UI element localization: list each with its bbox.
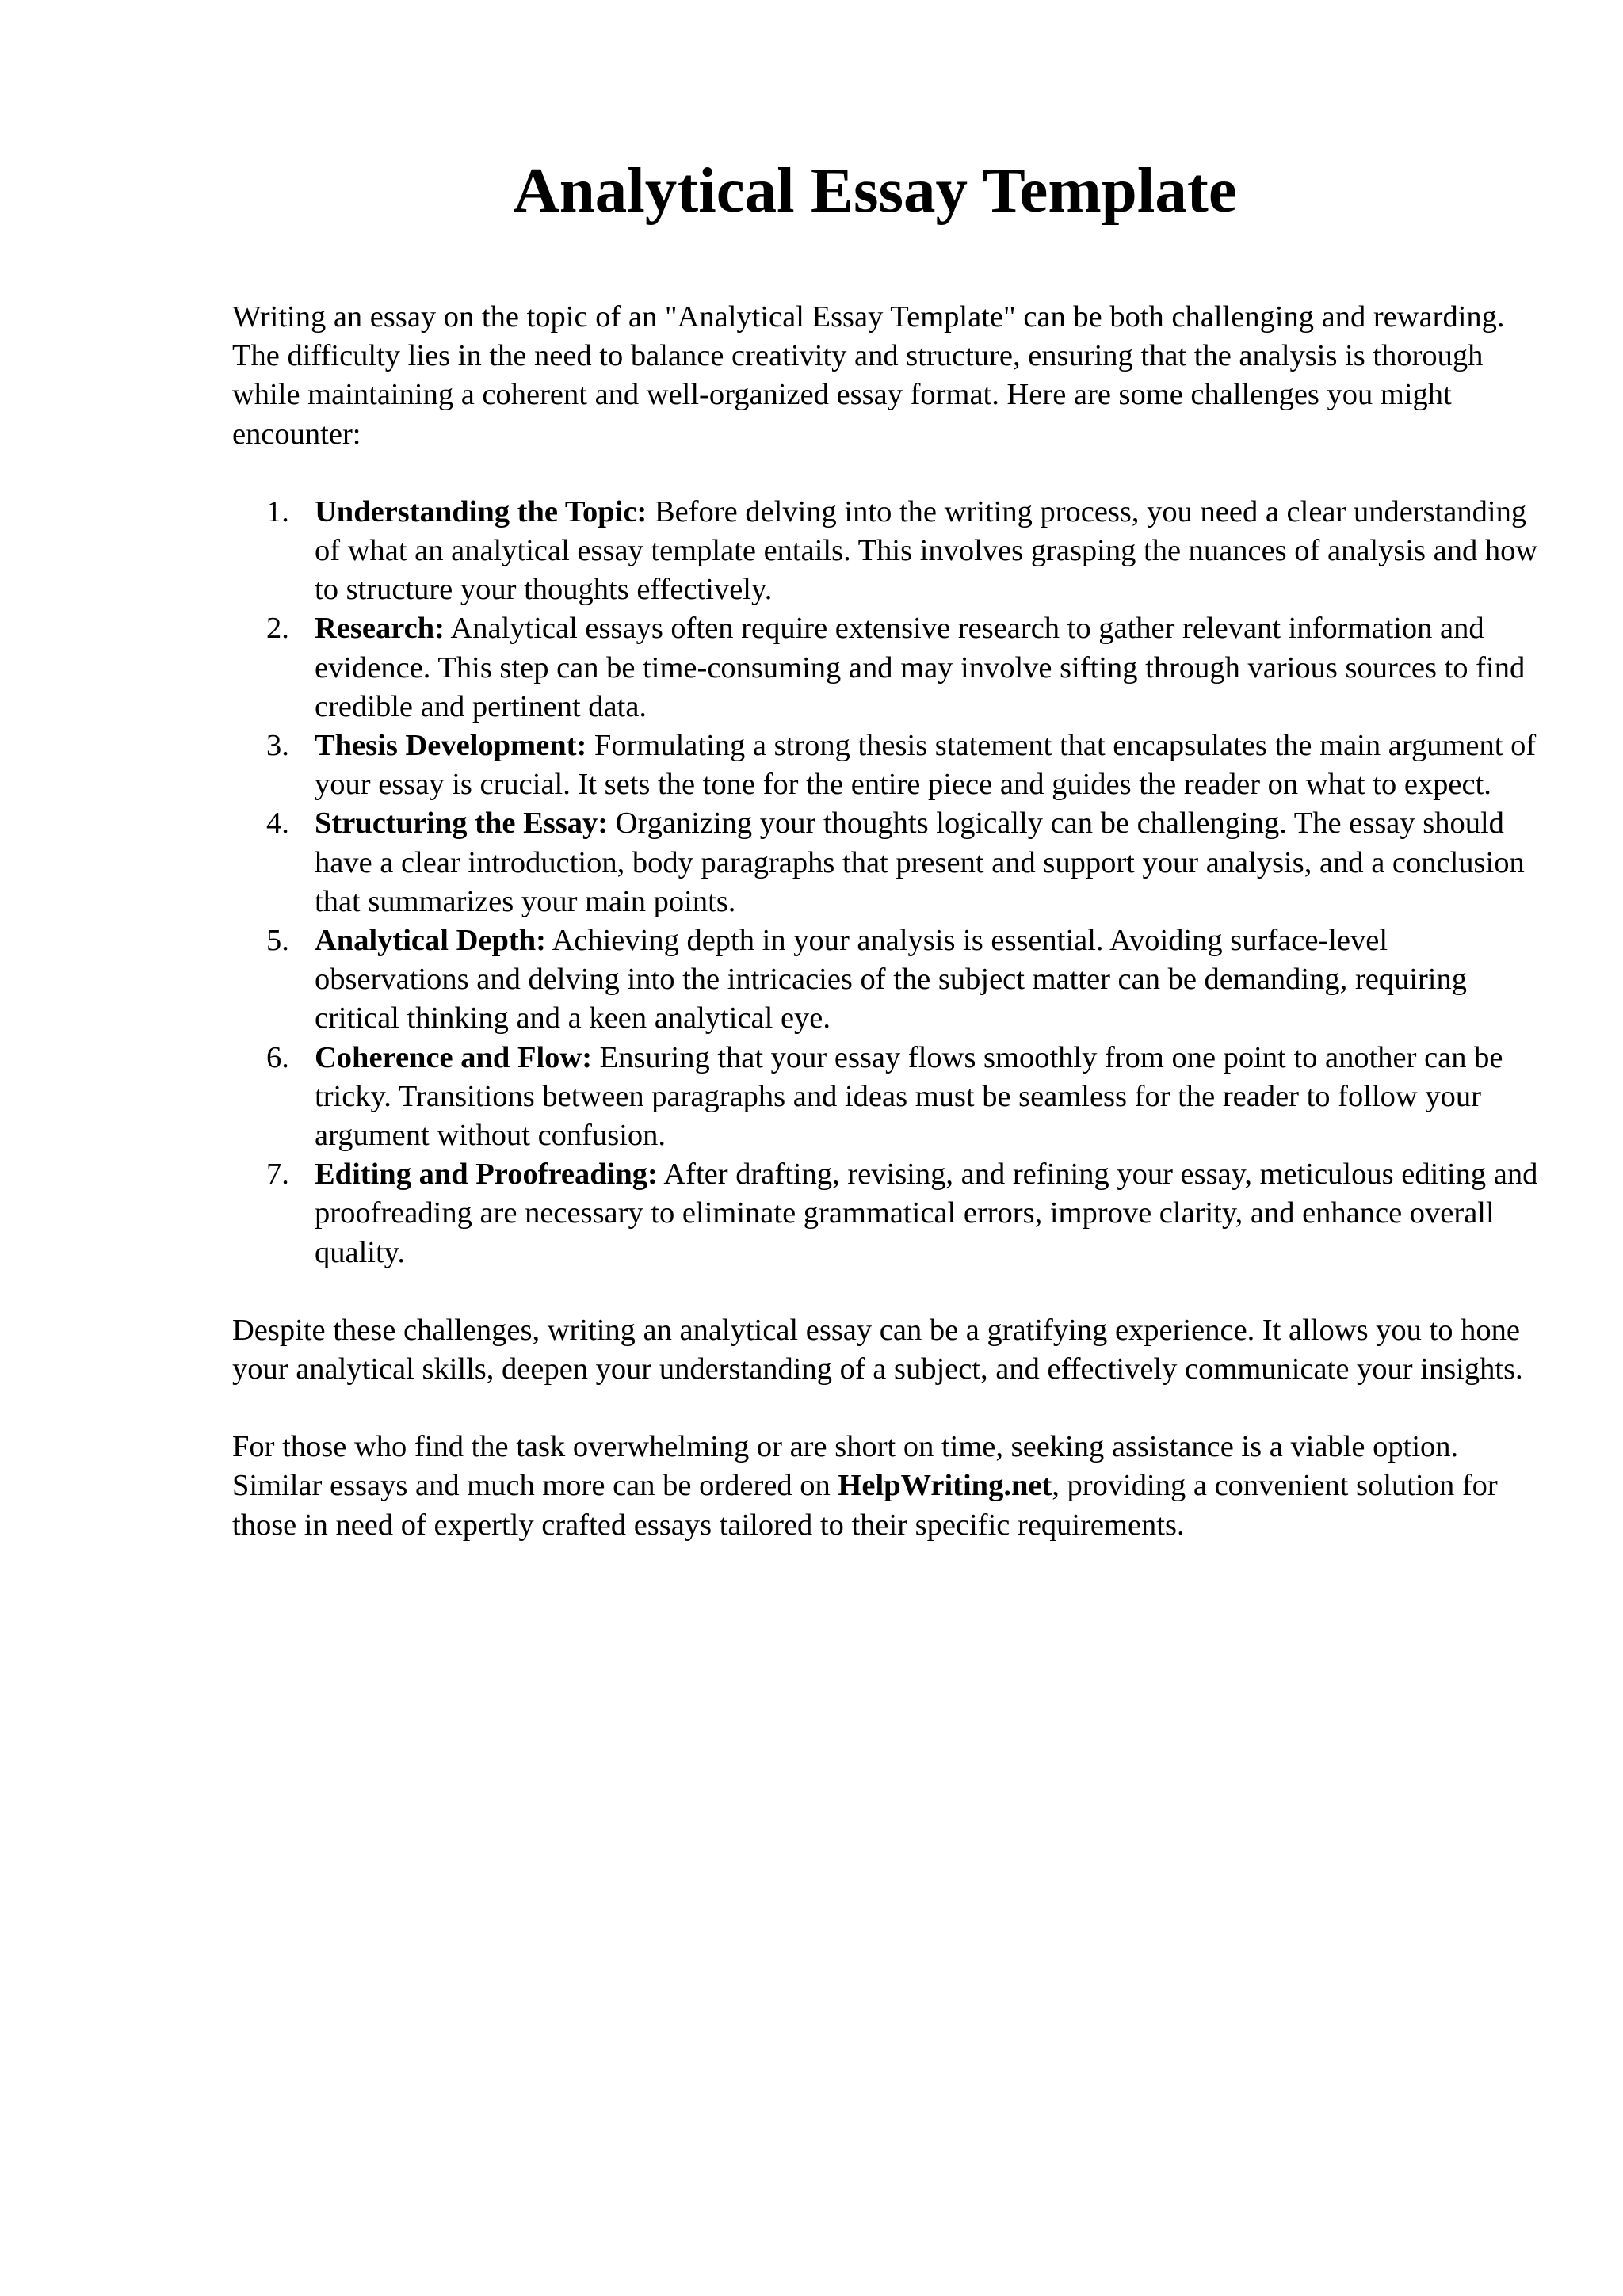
challenge-number: 4. xyxy=(266,807,289,841)
document-title: Analytical Essay Template xyxy=(513,154,1237,226)
challenge-item xyxy=(232,493,1539,610)
challenge-description: Formulating a strong thesis statement that encapsulates the main argument of your essay is crucial. It sets the tone for the entire piece and guides the reader on what to expect. xyxy=(315,729,1537,802)
document-body xyxy=(232,298,1538,1545)
challenge-item xyxy=(232,1155,1539,1272)
challenge-item xyxy=(232,727,1539,804)
challenge-item xyxy=(232,1039,1539,1156)
challenge-number: 7. xyxy=(266,1158,289,1192)
challenge-term: Understanding the Topic: xyxy=(315,494,647,528)
challenge-description: Achieving depth in your analysis is essential. Avoiding surface-level observations and delving into the intricacies of the subject matter can be demanding, requiring critical thinking and a keen analytical eye. xyxy=(315,924,1467,1035)
challenge-description: Analytical essays often require extensive research to gather relevant information and evidence. This step can be time-consuming and may involve sifting through various sources to find credible and pertinent data. xyxy=(315,612,1526,723)
challenge-term: Research: xyxy=(315,612,445,646)
challenge-term: Editing and Proofreading: xyxy=(315,1158,658,1192)
challenge-description: After drafting, revising, and refining your essay, meticulous editing and proofreading are necessary to eliminate grammatical errors, improve clarity, and enhance overall quality. xyxy=(315,1158,1538,1269)
intro-paragraph: Writing an essay on the topic of an "Analytical Essay Template" can be both challenging and rewarding. The difficulty lies in the need to balance creativity and structure, ensuring that the analysis is thorough while maintaining a coherent and well-organized essay format. Here are some challenges you might encounter: xyxy=(232,300,1505,451)
challenge-description: Organizing your thoughts logically can be challenging. The essay should have a clear introduction, body paragraphs that present and support your analysis, and a conclusion that summarizes your main points. xyxy=(315,807,1525,918)
challenge-item xyxy=(232,921,1539,1039)
challenge-number: 6. xyxy=(266,1040,289,1074)
challenge-term: Analytical Depth: xyxy=(315,924,546,958)
challenge-number: 3. xyxy=(266,729,289,763)
challenge-term: Thesis Development: xyxy=(315,729,587,763)
challenge-term: Structuring the Essay: xyxy=(315,807,609,841)
challenges-list xyxy=(232,493,1538,1272)
challenge-description: Ensuring that your essay flows smoothly from one point to another can be tricky. Transitions between paragraphs and ideas must be seamless for the reader to follow your argument without confusion. xyxy=(315,1040,1503,1153)
conclusion-paragraph: Despite these challenges, writing an analytical essay can be a gratifying experience. It allows you to hone your analytical skills, deepen your understanding of a subject, and effectively communicate your insights. xyxy=(232,1313,1523,1386)
challenge-description: Before delving into the writing process, you need a clear understanding of what an analytical essay template entails. This involves grasping the nuances of analysis and how to structure your thoughts effectively. xyxy=(315,494,1538,607)
challenge-number: 5. xyxy=(266,924,289,958)
closing-text-after: , providing a convenient solution for those in need of expertly crafted essays tailored to their specific requirements. xyxy=(232,1469,1498,1542)
brand-name: HelpWriting.net xyxy=(838,1469,1052,1503)
challenge-term: Coherence and Flow: xyxy=(315,1040,593,1074)
challenge-number: 2. xyxy=(266,612,289,646)
challenge-item xyxy=(232,609,1539,727)
closing-paragraph xyxy=(232,1428,1532,1545)
challenge-item xyxy=(232,804,1539,921)
closing-text-before: For those who find the task overwhelming or are short on time, seeking assistance is a viable option. Similar essays and much more can be ordered on xyxy=(232,1430,1459,1503)
challenge-number: 1. xyxy=(266,494,289,528)
